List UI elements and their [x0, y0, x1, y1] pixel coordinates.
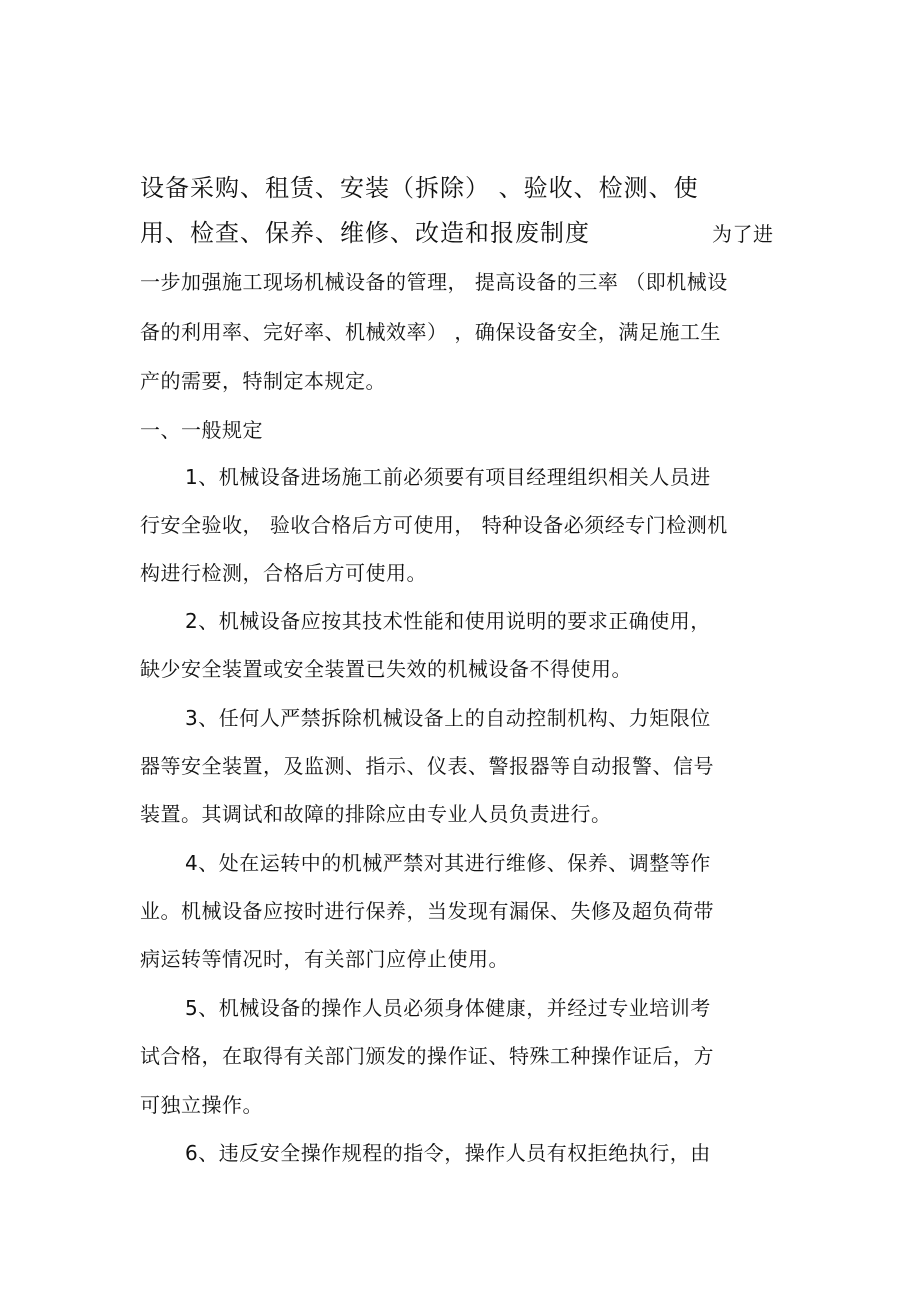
item-1-line-3: 构进行检测，合格后方可使用。 — [140, 561, 427, 585]
item-3-line-1: 3、任何人严禁拆除机械设备上的自动控制机构、力矩限位 — [185, 706, 711, 730]
item-1-line-1: 1、机械设备进场施工前必须要有项目经理组织相关人员进 — [185, 465, 711, 489]
item-3-line-2: 器等安全装置，及监测、指示、仪表、警报器等自动报警、信号 — [140, 754, 714, 778]
item-5-line-3: 可独立操作。 — [140, 1093, 263, 1117]
intro-line-1: 一步加强施工现场机械设备的管理， 提高设备的三率 （即机械设 — [140, 270, 728, 294]
item-5-line-2: 试合格，在取得有关部门颁发的操作证、特殊工种操作证后，方 — [140, 1044, 714, 1068]
item-6-line-1: 6、违反安全操作规程的指令，操作人员有权拒绝执行，由 — [185, 1141, 711, 1165]
intro-line-3: 产的需要，特制定本规定。 — [140, 369, 386, 393]
document-title-line-1: 设备采购、租赁、安装（拆除） 、验收、检测、使 — [140, 174, 699, 202]
item-4-line-3: 病运转等情况时，有关部门应停止使用。 — [140, 947, 509, 971]
item-2-line-2: 缺少安全装置或安全装置已失效的机械设备不得使用。 — [140, 657, 632, 681]
item-4-line-2: 业。机械设备应按时进行保养，当发现有漏保、失修及超负荷带 — [140, 899, 714, 923]
item-4-line-1: 4、处在运转中的机械严禁对其进行维修、保养、调整等作 — [185, 851, 711, 875]
intro-start: 为了进 — [712, 222, 774, 246]
item-2-line-1: 2、机械设备应按其技术性能和使用说明的要求正确使用， — [185, 609, 711, 633]
item-5-line-1: 5、机械设备的操作人员必须身体健康，并经过专业培训考 — [185, 996, 711, 1020]
document-title-line-2: 用、检查、保养、维修、改造和报废制度 — [140, 219, 590, 247]
item-3-line-3: 装置。其调试和故障的排除应由专业人员负责进行。 — [140, 802, 612, 826]
section-heading: 一、一般规定 — [140, 418, 263, 442]
item-1-line-2: 行安全验收， 验收合格后方可使用， 特种设备必须经专门检测机 — [140, 513, 728, 537]
intro-line-2: 备的利用率、完好率、机械效率） ，确保设备安全，满足施工生 — [140, 320, 721, 344]
